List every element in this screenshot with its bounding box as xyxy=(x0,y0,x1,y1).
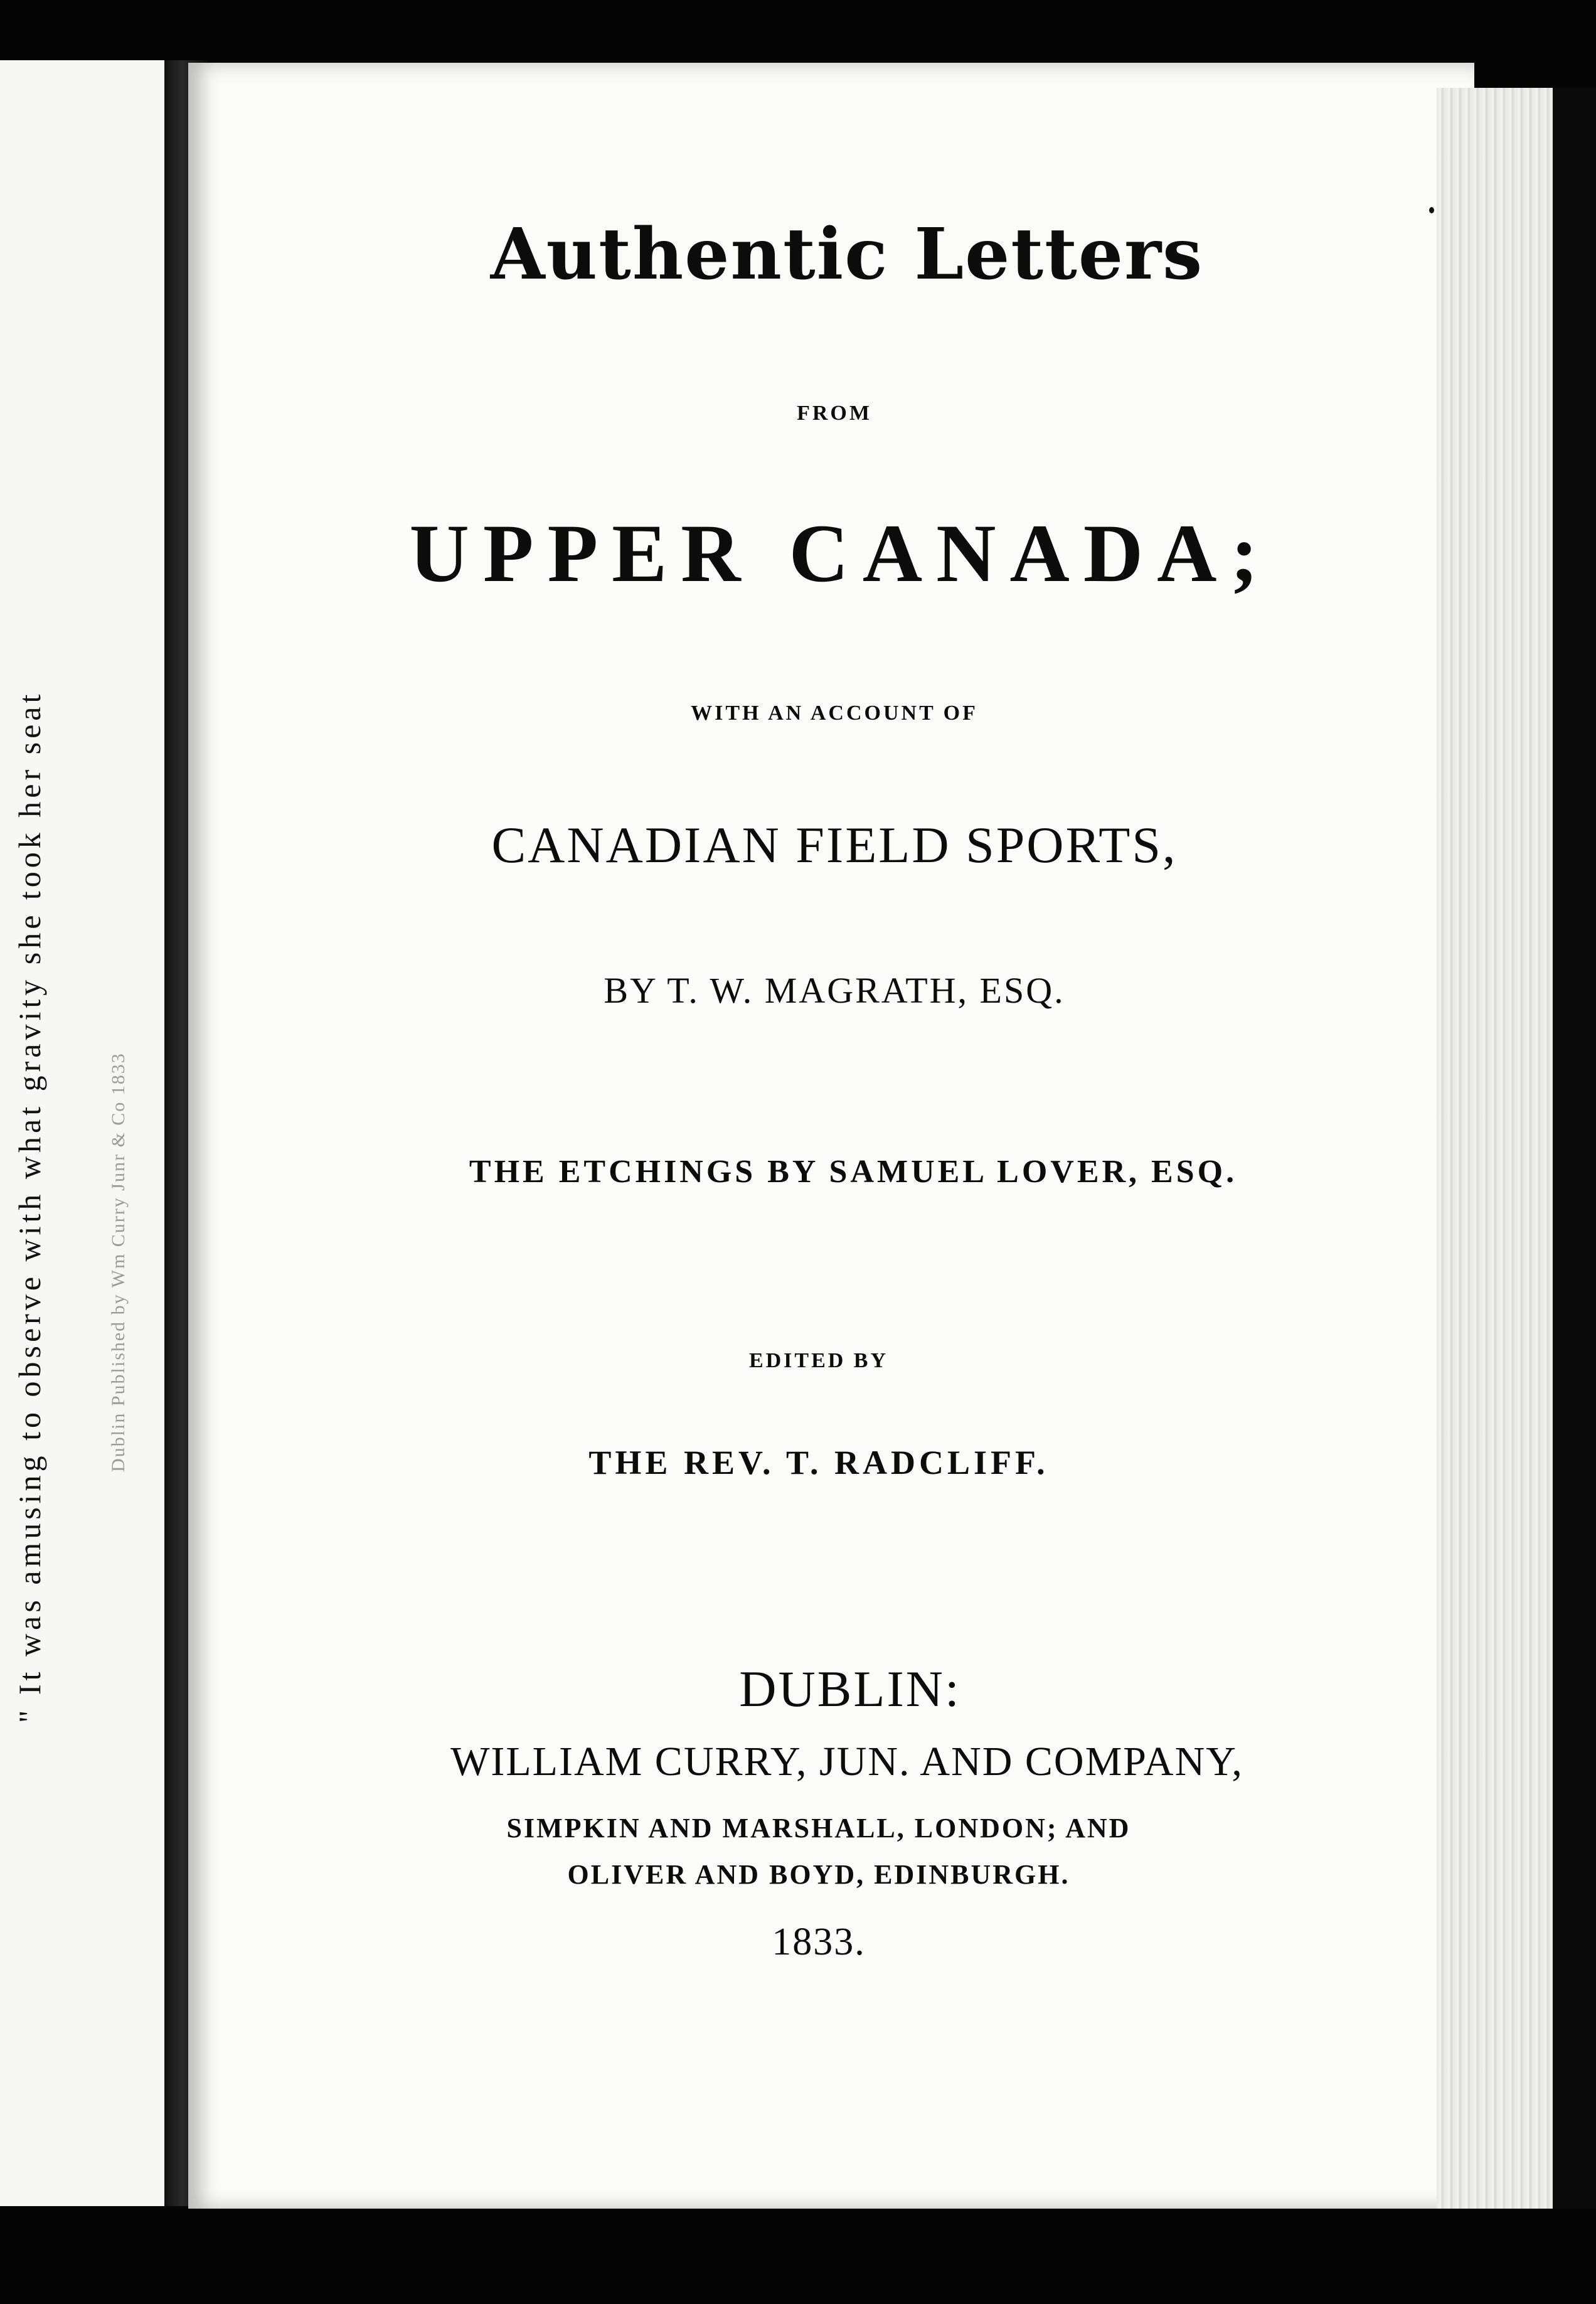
page-edges-shadow xyxy=(1553,88,1596,2209)
plate-caption: " It was amusing to observe with what gravity she took her seat xyxy=(12,690,47,1723)
place-heading: UPPER CANADA; xyxy=(409,507,1272,599)
publisher-name: WILLIAM CURRY, JUN. AND COMPANY, xyxy=(450,1739,1243,1784)
facing-page xyxy=(0,60,164,2206)
subject-heading: CANADIAN FIELD SPORTS, xyxy=(491,816,1178,873)
ink-speck xyxy=(1429,207,1434,213)
distributors-line-1: SIMPKIN AND MARSHALL, LONDON; AND xyxy=(506,1813,1131,1843)
from-label: FROM xyxy=(797,402,872,425)
etchings-credit: THE ETCHINGS BY SAMUEL LOVER, ESQ. xyxy=(469,1154,1238,1190)
with-account-label: WITH AN ACCOUNT OF xyxy=(691,701,978,725)
distributors-line-2: OLIVER AND BOYD, EDINBURGH. xyxy=(567,1859,1070,1890)
book-title: Authentic Letters xyxy=(490,213,1204,296)
editor-line: THE REV. T. RADCLIFF. xyxy=(588,1444,1049,1481)
plate-imprint: Dublin Published by Wm Curry Junr & Co 1833 xyxy=(108,1052,129,1472)
edited-by-label: EDITED BY xyxy=(748,1349,889,1372)
author-line: BY T. W. MAGRATH, ESQ. xyxy=(604,970,1065,1011)
publication-year: 1833. xyxy=(772,1921,866,1963)
imprint-city: DUBLIN: xyxy=(739,1660,961,1717)
